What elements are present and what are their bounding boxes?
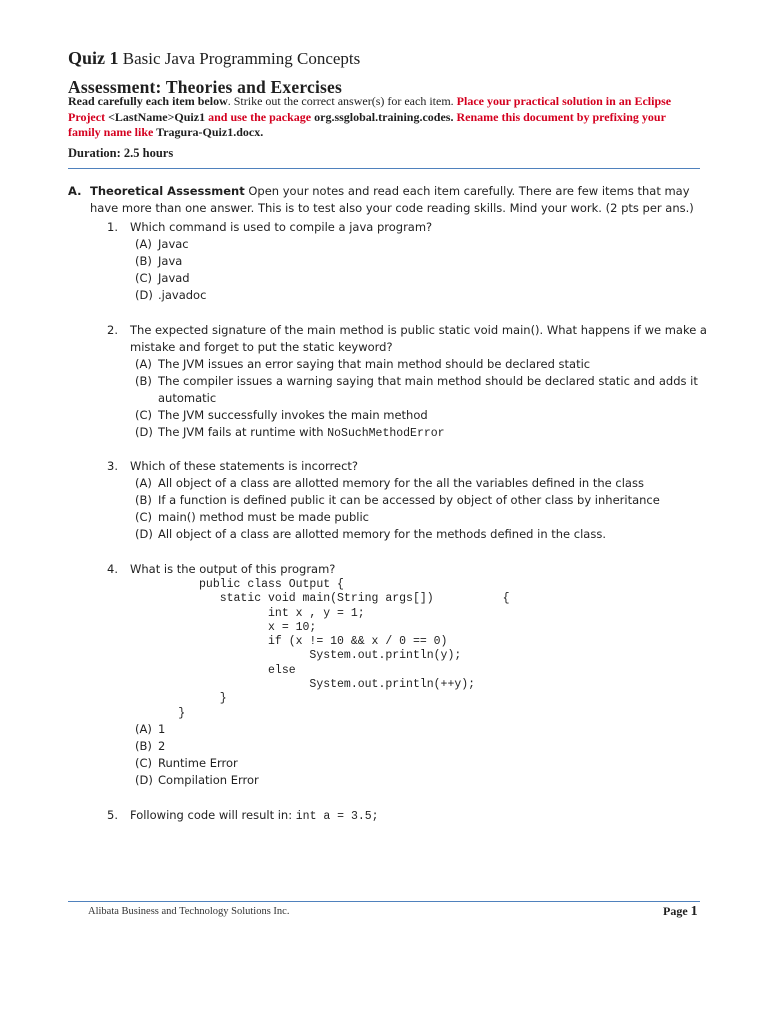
question-number: 1. [107, 220, 118, 234]
option-text: Compilation Error [158, 773, 259, 787]
program-code: public class Output { static void main(String args[]) { int x , y = 1; x = 10; if (x != 10 && x / 0 == 0) System.out.println(y); else System.out.println(++y); } } [178, 578, 510, 720]
question-text-main: Following code will result in: [130, 808, 296, 822]
instruction-part-4: <LastName>Quiz1 [108, 109, 206, 124]
option-d [135, 424, 705, 442]
options [135, 356, 705, 442]
option-label: (C) [135, 510, 153, 524]
duration: Duration: 2.5 hours [68, 146, 174, 160]
option-code: NoSuchMethodError [327, 427, 445, 440]
instruction-part-8: Rename this document by prefixing your family name like [68, 109, 666, 139]
option-label: (B) [135, 493, 152, 507]
option-text: All object of a class are allotted memory for the methods defined in the class. [158, 527, 606, 541]
question-text [130, 807, 707, 825]
footer-company: Alibata Business and Technology Solutions Inc. [88, 906, 290, 917]
quiz-subject: Basic Java Programming Concepts [118, 49, 361, 68]
option-text: 1 [158, 722, 166, 736]
option-label: (A) [135, 357, 152, 371]
option-text: main() method must be made public [158, 510, 369, 524]
option-text: The JVM fails at runtime with [158, 425, 328, 439]
question-number: 5. [107, 808, 118, 822]
assessment-heading: Assessment: Theories and Exercises [68, 77, 342, 97]
option-text: Java [158, 254, 183, 268]
option-label: (A) [135, 722, 152, 736]
question-number: 4. [107, 562, 118, 576]
option-a [135, 356, 705, 373]
section-heading: Theoretical Assessment [90, 184, 245, 198]
instruction-part-2: . Strike out the correct answer(s) for each item. [227, 94, 457, 108]
option-label: (B) [135, 739, 152, 753]
section-intro [90, 183, 708, 217]
option-text: The JVM successfully invokes the main method [158, 408, 428, 422]
section-text: Open your notes and read each item carefully. There are few items that may have more than one answer. This is to test also your code reading skills. Mind your work. (2 pts per ans.) [90, 184, 694, 215]
instruction-part-3: Place your practical solution in an Eclipse Project [68, 94, 672, 124]
instruction-part-9: Tragura-Quiz1.docx. [156, 125, 264, 139]
option-text: Javac [158, 237, 189, 251]
option-b [135, 492, 705, 509]
option-text: Javad [158, 271, 190, 285]
option-label: (B) [135, 254, 152, 268]
option-label: (C) [135, 271, 153, 285]
footer-divider [68, 901, 700, 902]
option-label: (D) [135, 773, 153, 787]
question-text: The expected signature of the main method is public static void main(). What happens if we make a mistake and forget to put the static keyword? [130, 323, 707, 354]
question-text: What is the output of this program? [130, 562, 336, 576]
option-label: (C) [135, 408, 153, 422]
option-label: (A) [135, 237, 152, 251]
instruction-part-7: . [450, 109, 457, 124]
question-text: Which command is used to compile a java program? [130, 220, 433, 234]
option-label: (D) [135, 288, 153, 302]
option-label: (B) [135, 374, 152, 388]
option-b [135, 738, 705, 755]
option-a [135, 475, 705, 492]
option-text: If a function is defined public it can be accessed by object of other class by inheritance [158, 493, 660, 507]
option-d [135, 287, 705, 304]
option-text: All object of a class are allotted memory for the all the variables defined in the class [158, 476, 644, 490]
instruction-part-5: and use the package [205, 109, 315, 124]
code-block [130, 578, 690, 728]
option-text: Runtime Error [158, 756, 238, 770]
instruction-part-6: org.ssglobal.training.codes [314, 109, 451, 124]
page-number: 1 [690, 904, 698, 919]
option-d [135, 772, 705, 789]
option-c [135, 270, 705, 287]
quiz-title [68, 47, 360, 70]
question-text: Which of these statements is incorrect? [130, 459, 359, 473]
option-label: (D) [135, 425, 153, 439]
option-b [135, 253, 705, 270]
option-d [135, 526, 705, 543]
quiz-label: Quiz 1 [68, 48, 119, 68]
header-divider [68, 168, 700, 169]
option-c [135, 509, 705, 526]
option-text: .javadoc [158, 288, 207, 302]
options [135, 721, 705, 789]
option-label: (D) [135, 527, 153, 541]
question-number: 2. [107, 323, 118, 337]
option-label: (A) [135, 476, 152, 490]
footer-page [663, 904, 698, 920]
option-b [135, 373, 705, 407]
instruction-part-1: Read carefully each item below [68, 94, 228, 108]
question-number: 3. [107, 459, 118, 473]
page-label: Page [663, 904, 691, 918]
option-a [135, 236, 705, 253]
option-text: The compiler issues a warning saying that main method should be declared static and adds it automatic [158, 374, 698, 405]
option-text: 2 [158, 739, 166, 753]
section-letter: A. [68, 184, 82, 198]
inline-code: int a = 3.5; [295, 810, 379, 823]
options [135, 475, 705, 543]
option-a [135, 721, 705, 738]
option-c [135, 755, 705, 772]
option-text: The JVM issues an error saying that main method should be declared static [158, 357, 591, 371]
option-c [135, 407, 705, 424]
option-label: (C) [135, 756, 153, 770]
options [135, 236, 705, 304]
instructions [68, 94, 700, 141]
